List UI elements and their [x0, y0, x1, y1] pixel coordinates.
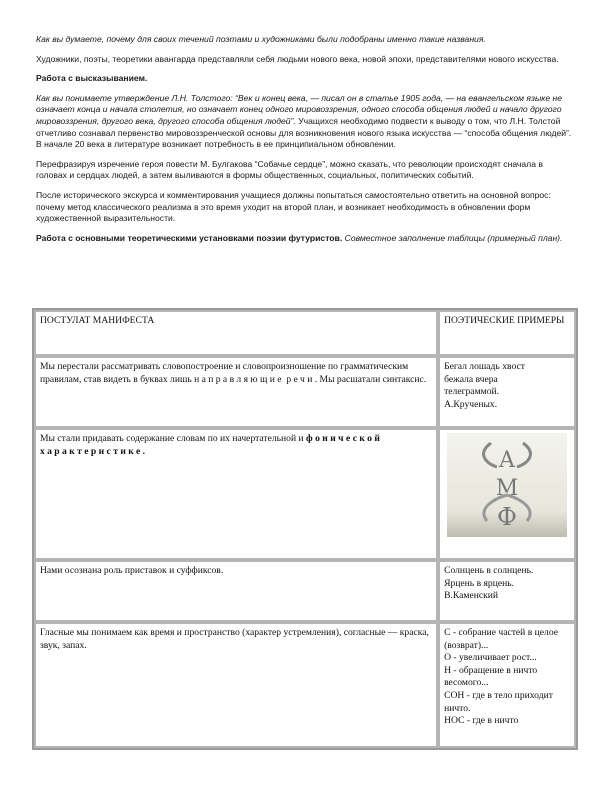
table-row — [34, 356, 576, 428]
row2-postulate: Мы стали придавать содержание словам по их начертательной и фонической характеристике. — [34, 428, 438, 560]
table-row — [34, 622, 576, 748]
manifesto-table — [32, 308, 578, 750]
figure-letter: М — [495, 476, 519, 501]
bulgakov-paragraph: Перефразируя изречение героя повести М. Булгакова “Собачье сердце”, можно сказать, что революции происходят сначала в головах и сердцах людей, а затем выливаются в формы общественных, социальных, политических событий. — [36, 158, 543, 181]
example-line: бежала вчера — [444, 373, 498, 385]
table-row — [34, 428, 576, 560]
example-author: В.Каменский — [444, 590, 499, 602]
letter-figure-image — [447, 433, 567, 537]
section1-heading: Работа с высказыванием. — [36, 73, 148, 84]
figure-letter: Ф — [497, 503, 517, 531]
row2-examples — [438, 428, 576, 560]
example-line: СОН - где в тело приходит ничто. — [444, 689, 553, 714]
letter-figure-svg — [447, 433, 567, 537]
row4-examples — [438, 622, 576, 748]
row1-postulate: Мы перестали рассматривать словопостроение и словопроизношение по грамматическим правилам, став видеть в буквах лишь направляющие речи. Мы расшатали синтаксис. — [34, 356, 438, 428]
section2-paragraph — [36, 233, 576, 245]
table-row — [34, 560, 576, 622]
row4-postulate: Гласные мы понимаем как время и пространство (характер устремления), согласные — краска, звук, запах. — [34, 622, 438, 748]
tolstoy-quote: Как вы понимаете утверждение Л.Н. Толстого: “Век и конец века, — писал он в статье 1905 года, — на евангельском языке не означает конца и начала столетия, но означает конец одного мировоззрения, одного способа общения людей и начало другого мировоззрения, другого века, другого способа общения людей”. — [36, 92, 563, 126]
example-author: А.Крученых. — [444, 398, 498, 410]
section2-heading: Работа с основными теоретическими установками поэзии футуристов. — [36, 232, 343, 243]
example-line: телеграммой. — [444, 386, 500, 398]
example-line: Ярцень в ярцень. — [444, 577, 515, 589]
excursus-paragraph: После исторического экскурса и комментирования учащиеся должны попытаться самостоятельно ответить на основной вопрос: почему метод классического реализма в это время уходит на второй план, и возникает необходимость в обновлении форм художественной выразительности. — [36, 189, 551, 224]
header-postulate: ПОСТУЛАТ МАНИФЕСТА — [34, 310, 438, 356]
section2-note: Совместное заполнение таблицы (примерный план). — [342, 232, 563, 243]
example-line: Н - обращение в ничто весомого... — [444, 664, 538, 689]
example-line: О - увеличивает рост... — [444, 652, 537, 664]
tolstoy-comment: Учащихся необходимо подвести к выводу о том, что Л.Н. Толстой отчетливо сознавал первенство мировоззренческой основы для возникновения нового языка искусства — “способа общения людей”. В начале 20 века в литературе возникает потребность в ее принципиальном обновлении. — [36, 115, 572, 150]
tolstoy-paragraph — [36, 93, 576, 151]
header-examples: ПОЭТИЧЕСКИЕ ПРИМЕРЫ — [438, 310, 576, 356]
example-line: Солнцень в солнцень. — [444, 565, 534, 576]
figure-letter: А — [498, 448, 516, 473]
row1-examples — [438, 356, 576, 428]
example-line: НОС - где в ничто — [444, 715, 519, 727]
intro-question: Как вы думаете, почему для своих течений поэтами и художниками были подобраны именно такие названия. — [36, 34, 486, 44]
intro-paragraph: Художники, поэты, теоретики авангарда представляли себя людьми нового века, новой эпохи, представителями нового искусства. — [36, 53, 559, 64]
row3-postulate: Нами осознана роль приставок и суффиксов. — [34, 560, 438, 622]
page-body — [36, 34, 576, 252]
example-line: С - собрание частей в целое (возврат)... — [444, 627, 558, 651]
example-line: Бегал лошадь хвост — [444, 361, 525, 372]
row3-examples — [438, 560, 576, 622]
table-header-row — [34, 310, 576, 356]
